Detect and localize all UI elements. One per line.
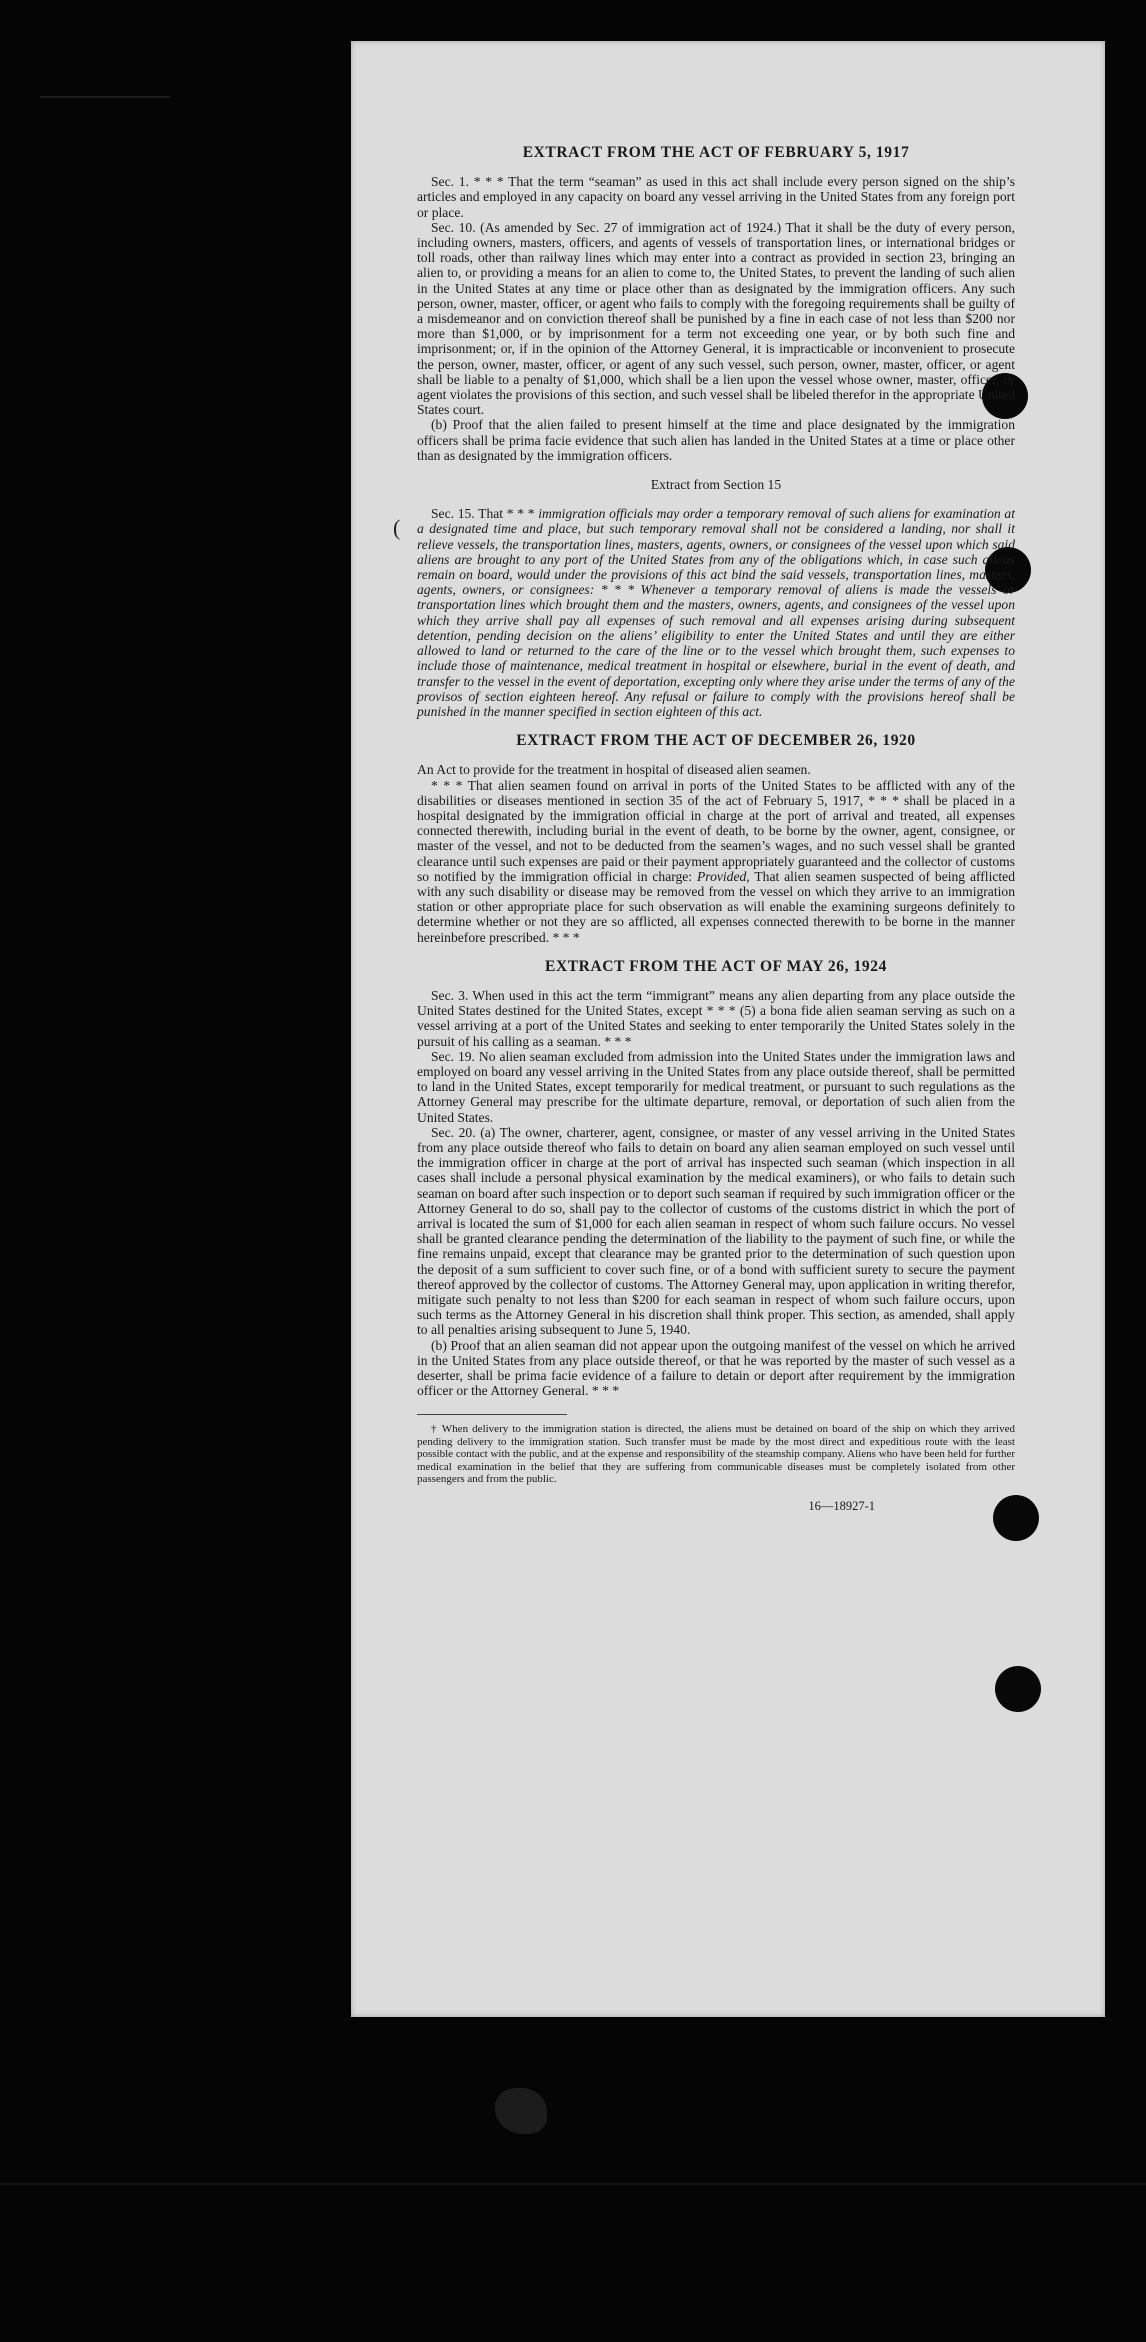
section-3: Sec. 3. When used in this act the term “immigrant” means any alien departing from any place outside the United States destined for the United States, except * * * (5) a bona fide alien seaman serving as such on a vessel arriving at a port of the United States and seeking to enter temporarily the United States solely in the pursuit of his calling as a seaman. * * * (417, 987, 1015, 1049)
section-19: Sec. 19. No alien seaman excluded from admission into the United States under the immigration laws and employed on board any vessel arriving in the United States from any place outside thereof, shall be permitted to land in the United States, except temporarily for medical treatment, or pursuant to such regulations as the Attorney General may prescribe for the ultimate departure, removal, or deportation of such alien from the United States. (417, 1048, 1015, 1125)
scan-smudge (495, 2088, 547, 2134)
act-1920-proviso: Provided, (696, 868, 750, 884)
margin-bracket-mark: ( (393, 515, 401, 540)
document-body (417, 145, 1015, 1515)
punch-hole (995, 1666, 1041, 1712)
act-1920-body (417, 778, 1015, 945)
footnote-rule (417, 1414, 567, 1415)
scan-edge-mark (40, 96, 170, 98)
heading-act-1920: EXTRACT FROM THE ACT OF DECEMBER 26, 1920 (516, 732, 916, 750)
footnote: † When delivery to the immigration station is directed, the aliens must be detained on board of the ship on which they arrived pending delivery to the immigration station. Such transfer must be made by the most direct and expeditious route with the least possible contact with the public, and at the expense and responsibility of the steamship company. Aliens who have been held for further medical examination in the belief that they are suffering from communicable diseases must be completely isolated from other passengers and from the public. (417, 1423, 1015, 1486)
heading-act-1917: EXTRACT FROM THE ACT OF FEBRUARY 5, 1917 (522, 144, 910, 161)
section-15 (417, 506, 1015, 719)
section-10-b: (b) Proof that the alien failed to present himself at the time and place designated by the immigration officers shall be prima facie evidence that such alien has landed in the United States at a time or place other than as designated by the immigration officers. (417, 417, 1015, 463)
section-15-text: immigration officials may order a temporary removal of such aliens for examination at a designated time and place, but such temporary removal shall not be considered a landing, nor shall it relieve vessels, the transportation lines, masters, agents, owners, or consignees of the vessel upon which said aliens are brought to any port of the United States from any of the obligations which, in case such aliens remain on board, would under the provisions of this act bind the said vessels, transportation lines, masters, agents, owners, or consignees: * * * Whenever a temporary removal of aliens is made the vessels or transportation lines which brought them and the masters, owners, agents, and consignees of the vessel upon which they arrive shall pay all expenses of such removal and all expenses arising during subsequent detention, pending decision on the aliens’ eligibility to enter the United States and until they are either allowed to land or returned to the care of the line or to the vessel which brought them, such expenses to include those of maintenance, medical treatment in hospital or elsewhere, burial in the event of death, and transfer to the vessel in the event of deportation, excepting only where they arise under the terms of any of the provisos of section eighteen hereof. Any refusal or failure to comply with the provisions hereof shall be punished in the manner specified in section eighteen of this act. (417, 506, 1015, 719)
heading-act-1924: EXTRACT FROM THE ACT OF MAY 26, 1924 (545, 957, 887, 975)
act-1920-title: An Act to provide for the treatment in hospital of diseased alien seamen. (417, 762, 811, 778)
section-15-lead: Sec. 15. That * * * (431, 506, 535, 522)
document-page (351, 41, 1105, 2017)
subheading-section-15: Extract from Section 15 (650, 477, 782, 493)
section-10: Sec. 10. (As amended by Sec. 27 of immigration act of 1924.) That it shall be the duty of every person, including owners, masters, officers, and agents of vessels of transportation lines, or international bridges or toll roads, other than railway lines which may enter into a contract as provided in section 23, bringing an alien to, or providing a means for an alien to come to, the United States, to prevent the landing of such alien in the United States at any time or place other than as designated by the immigration officers. Any such person, owner, master, officer, or agent who fails to comply with the foregoing requirements shall be guilty of a misdemeanor and on conviction thereof shall be punished by a fine in each case of not less than $200 nor more than $1,000, or by imprisonment for a term not exceeding one year, or by both such fine and imprisonment; or, if in the opinion of the Attorney General, it is impracticable or inconvenient to prosecute the person, owner, master, officer, or agent of any such vessel, such person, owner, master, officer, or agent shall be liable to a penalty of $1,000, which shall be a lien upon the vessel whose owner, master, officer, or agent violates the provisions of this section, and such vessel shall be libeled therefor in the appropriate United States court. (417, 219, 1015, 418)
scan-edge-mark (0, 2183, 1146, 2185)
form-code: 16—18927-1 (808, 1499, 875, 1514)
section-20: Sec. 20. (a) The owner, charterer, agent, consignee, or master of any vessel arriving in the United States from any place outside thereof who fails to detain on board any alien seaman employed on such vessel until the immigration officer in charge at the port of arrival has inspected such seaman (which inspection in all cases shall include a personal physical examination by the medical examiners), or who fails to detain such seaman on board after such inspection or to deport such seaman if required by such immigration officer or the Attorney General to do so, shall pay to the collector of customs of the customs district in which the port of arrival is located the sum of $1,000 for each alien seaman in respect of whom such failure occurs. No vessel shall be granted clearance pending the determination of the liability to the payment of such fine, or while the fine remains unpaid, except that clearance may be granted prior to the determination of such question upon the deposit of a sum sufficient to cover such fine, or of a bond with sufficient surety to secure the payment thereof approved by the collector of customs. The Attorney General may, upon application in writing therefor, mitigate such penalty to not less than $200 for each seaman in respect of whom such failure occurs, upon such terms as the Attorney General in his discretion shall think proper. This section, as amended, shall apply to all penalties arising subsequent to June 5, 1940. (417, 1124, 1015, 1338)
section-1: Sec. 1. * * * That the term “seaman” as used in this act shall include every person signed on the ship’s articles and employed in any capacity on board any vessel arriving in the United States from any foreign port or place. (417, 174, 1015, 220)
section-20-b: (b) Proof that an alien seaman did not appear upon the outgoing manifest of the vessel on which he arrived in the United States from any place outside thereof, or that he was reported by the master of such vessel as a deserter, shall be prima facie evidence of a failure to detain or deport after requirement by the immigration officer or the Attorney General. * * * (417, 1337, 1015, 1399)
act-1920-body-part-2: That alien seamen suspected of being afflicted with any such disability or disease may be removed from the vessel on which they arrive to an immigration station or other appropriate place for such observation as will enable the examining surgeons definitely to determine whether or not they are so afflicted, all expenses connected therewith to be borne in the manner hereinbefore prescribed. * * * (417, 868, 1015, 945)
act-1920-body-part-1: * * * That alien seamen found on arrival in ports of the United States to be afflicted with any of the disabilities or diseases mentioned in section 35 of the act of February 5, 1917, * * * shall be placed in a hospital designated by the immigration official in charge at the port of arrival and treated, all expenses connected therewith, including burial in the event of death, to be borne by the owner, agent, consignee, or master of the vessel, and not to be deducted from the seamen’s wages, and no such vessel shall be granted clearance until such expenses are paid or their payment appropriately guaranteed and the collector of customs so notified by the immigration official in charge: (417, 777, 1015, 884)
